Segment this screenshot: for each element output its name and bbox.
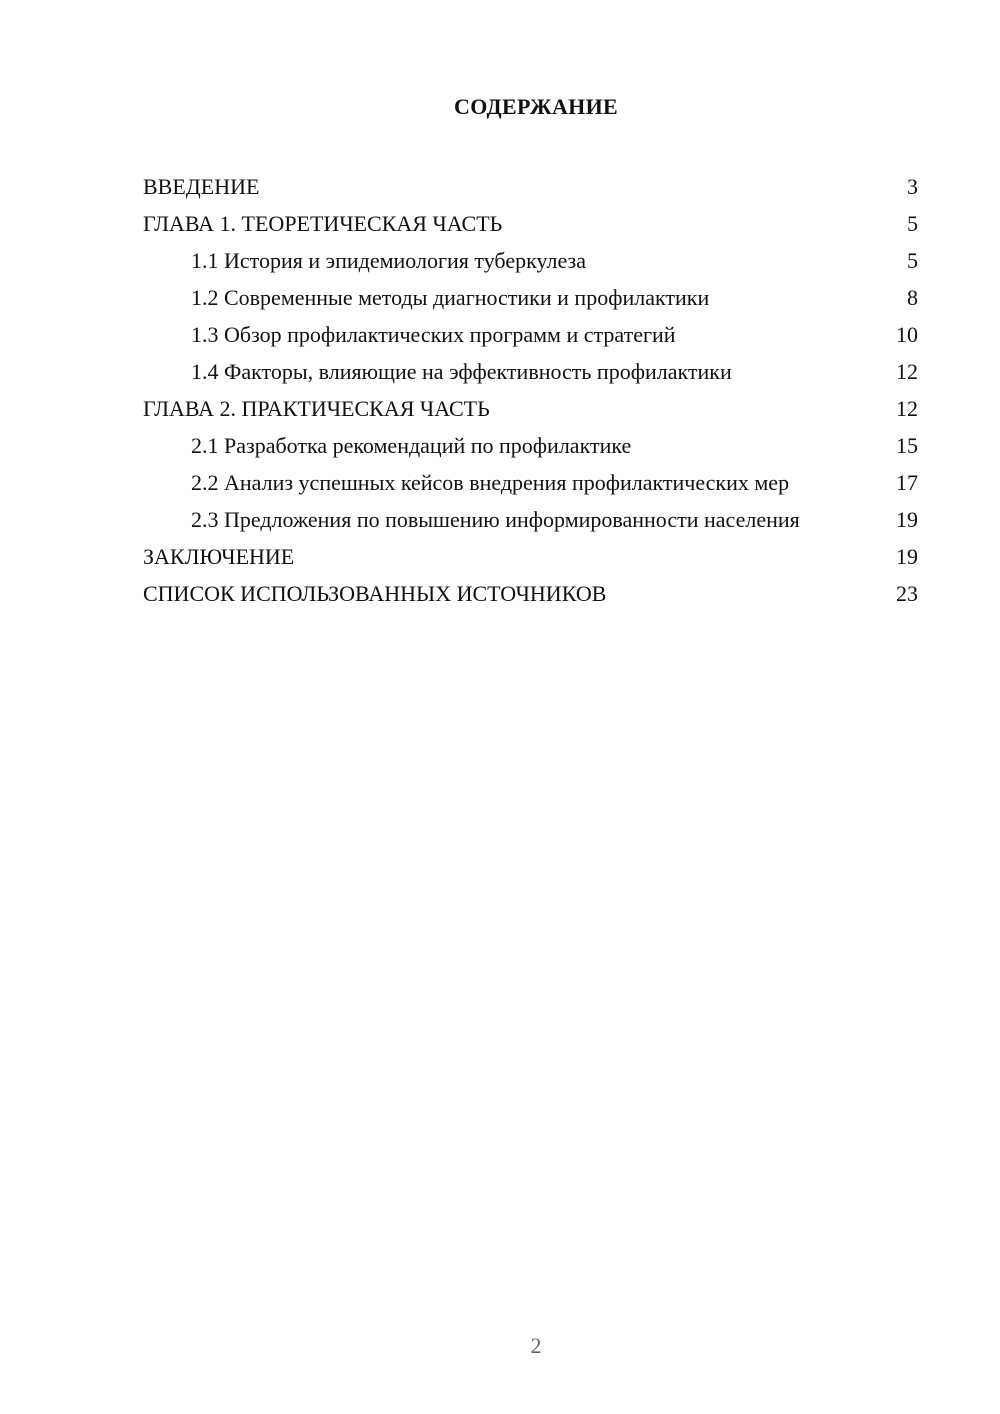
toc-entry-page-number: 19	[896, 544, 918, 569]
toc-entry-section-2-3[interactable]	[143, 501, 918, 538]
toc-entry-page-number: 19	[896, 507, 918, 532]
toc-entry-label: 2.1 Разработка рекомендаций по профилактике	[191, 433, 632, 458]
toc-entry-page-number: 23	[896, 581, 918, 606]
toc-entry-page-number: 15	[896, 433, 918, 458]
toc-entry-section-2-2[interactable]	[143, 464, 918, 501]
toc-entry-label: СПИСОК ИСПОЛЬЗОВАННЫХ ИСТОЧНИКОВ	[143, 581, 607, 606]
toc-entry-page-number: 3	[907, 174, 918, 199]
toc-entry-label: 1.1 История и эпидемиология туберкулеза	[191, 248, 586, 273]
toc-entry-page-number: 12	[896, 359, 918, 384]
toc-entry-page-number: 8	[907, 285, 918, 310]
toc-entry-introduction[interactable]	[143, 168, 918, 205]
toc-entry-section-1-4[interactable]	[143, 353, 918, 390]
toc-entry-page-number: 10	[896, 322, 918, 347]
toc-entry-page-number: 12	[896, 396, 918, 421]
toc-entry-page-number: 17	[896, 470, 918, 495]
toc-entry-label: 1.4 Факторы, влияющие на эффективность профилактики	[191, 359, 732, 384]
toc-entry-label: 2.2 Анализ успешных кейсов внедрения профилактических мер	[191, 470, 790, 495]
toc-entry-label: ГЛАВА 2. ПРАКТИЧЕСКАЯ ЧАСТЬ	[143, 396, 490, 421]
toc-entry-chapter-2[interactable]	[143, 390, 918, 427]
toc-entry-chapter-1[interactable]	[143, 205, 918, 242]
toc-entry-label: 1.2 Современные методы диагностики и профилактики	[191, 285, 710, 310]
toc-entry-label: ЗАКЛЮЧЕНИЕ	[143, 544, 295, 569]
toc-entry-section-1-2[interactable]	[143, 279, 918, 316]
page-title: СОДЕРЖАНИЕ	[454, 94, 618, 119]
toc-entry-section-1-3[interactable]	[143, 316, 918, 353]
toc-entry-section-2-1[interactable]	[143, 427, 918, 464]
toc-entry-section-1-1[interactable]	[143, 242, 918, 279]
table-of-contents	[143, 168, 918, 612]
toc-entry-label: ГЛАВА 1. ТЕОРЕТИЧЕСКАЯ ЧАСТЬ	[143, 211, 503, 236]
toc-entry-label: 1.3 Обзор профилактических программ и стратегий	[191, 322, 676, 347]
toc-entry-references[interactable]	[143, 575, 918, 612]
toc-entry-page-number: 5	[907, 211, 918, 236]
toc-entry-conclusion[interactable]	[143, 538, 918, 575]
toc-entry-label: ВВЕДЕНИЕ	[143, 174, 260, 199]
page-number: 2	[530, 1333, 542, 1358]
toc-entry-label: 2.3 Предложения по повышению информированности населения	[191, 507, 800, 532]
toc-entry-page-number: 5	[907, 248, 918, 273]
